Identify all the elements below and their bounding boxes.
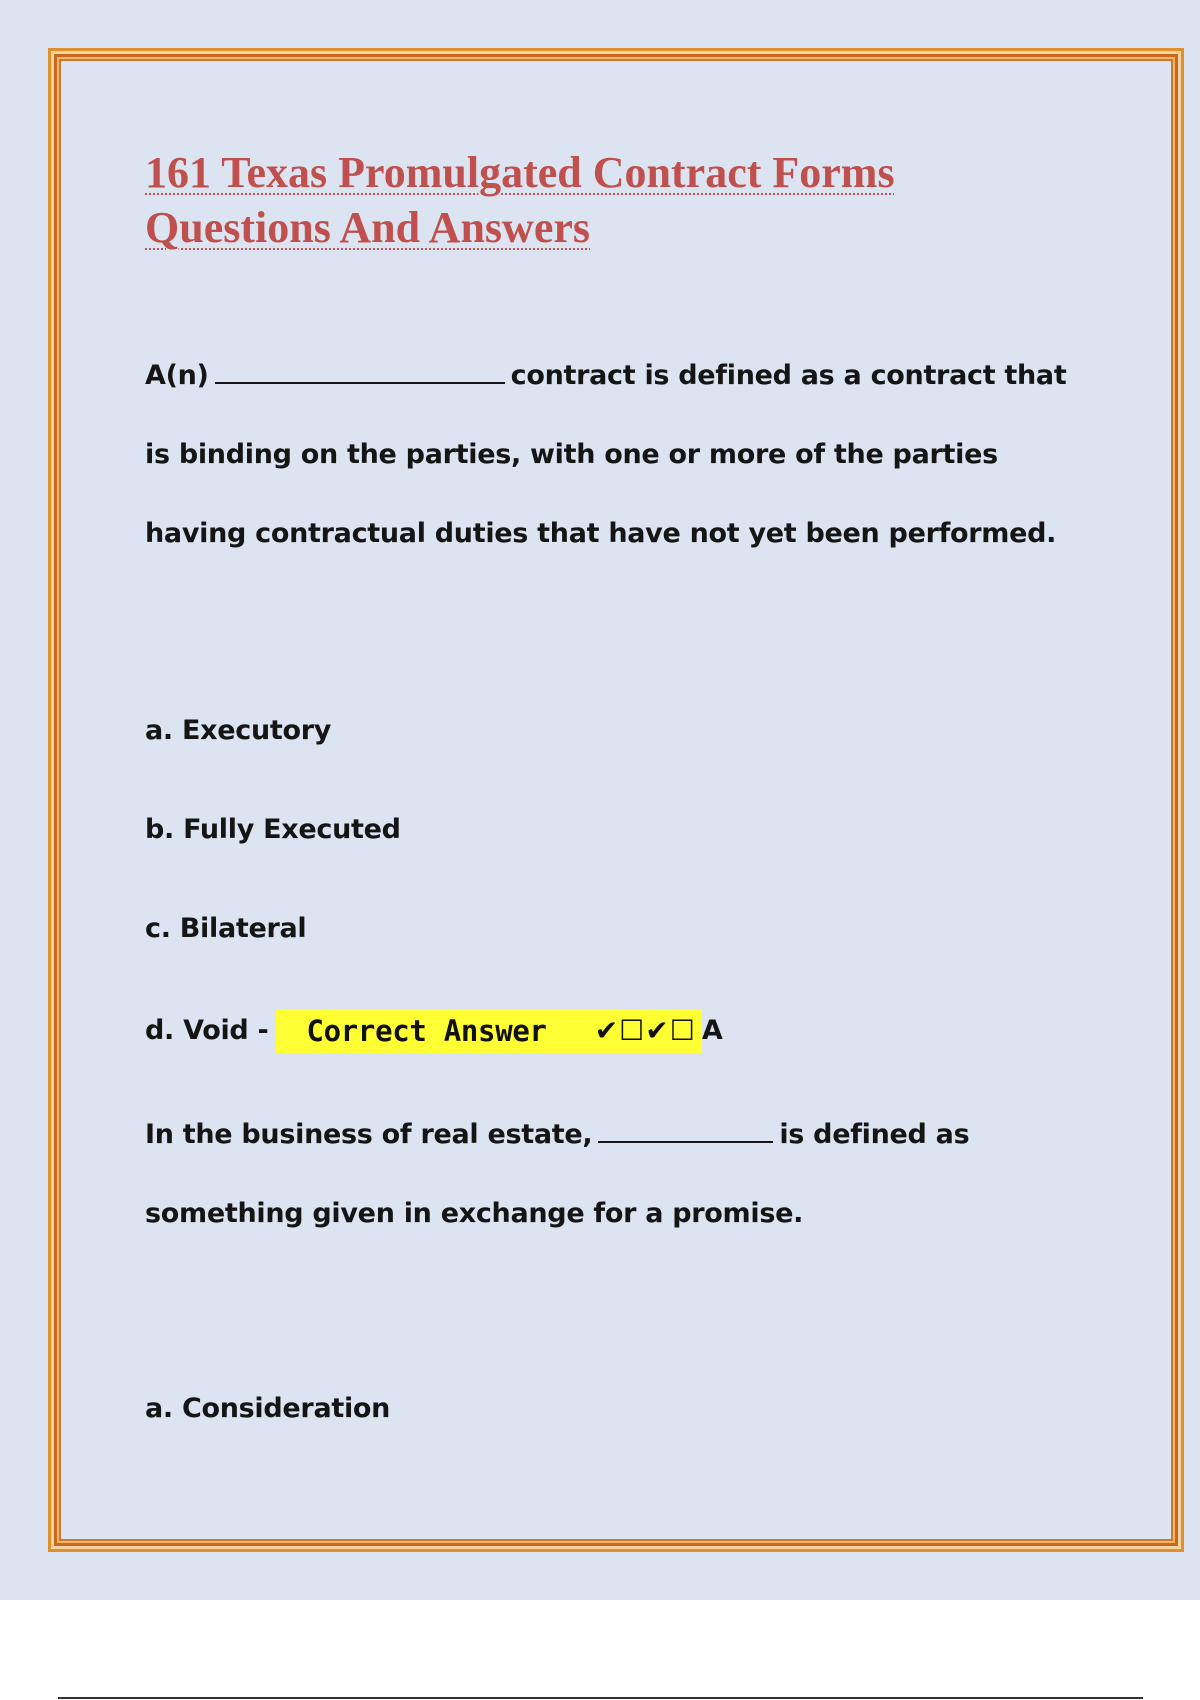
page-border [48, 48, 1184, 1552]
question-1-option-d: d. Void - [145, 1015, 269, 1046]
question-1-option-b: b. Fully Executed [145, 814, 401, 845]
title-line-2: Questions And Answers [145, 203, 591, 252]
question-1-option-a: a. Executory [145, 715, 332, 746]
correct-answer-letter: A [701, 1015, 723, 1046]
question-2-option-a: a. Consideration [145, 1393, 391, 1424]
check-box-icons: ✔☐✔☐ [594, 1014, 696, 1047]
question-2-suffix: is defined as something given in exchange for a promise. [145, 1119, 970, 1229]
question-1-blank [215, 360, 505, 384]
title-line-1: 161 Texas Promulgated Contract Forms [145, 148, 895, 197]
question-1-option-d-row [145, 1009, 722, 1053]
question-1-text [145, 336, 1075, 573]
question-2-text [145, 1095, 1075, 1253]
correct-answer-label: Correct Answer [306, 1014, 547, 1048]
question-1-suffix: contract is defined as a contract that is binding on the parties, with one or more of the parties having contractual duties that have not yet been performed. [145, 360, 1067, 549]
question-2-blank [598, 1119, 773, 1143]
correct-answer-highlight [276, 1009, 701, 1053]
footer-divider [58, 1697, 1143, 1699]
question-1-prefix: A(n) [145, 360, 209, 391]
document-title [145, 145, 1075, 255]
question-2-prefix: In the business of real estate, [145, 1119, 593, 1150]
document-header [145, 145, 1075, 255]
question-1-option-c: c. Bilateral [145, 913, 307, 944]
